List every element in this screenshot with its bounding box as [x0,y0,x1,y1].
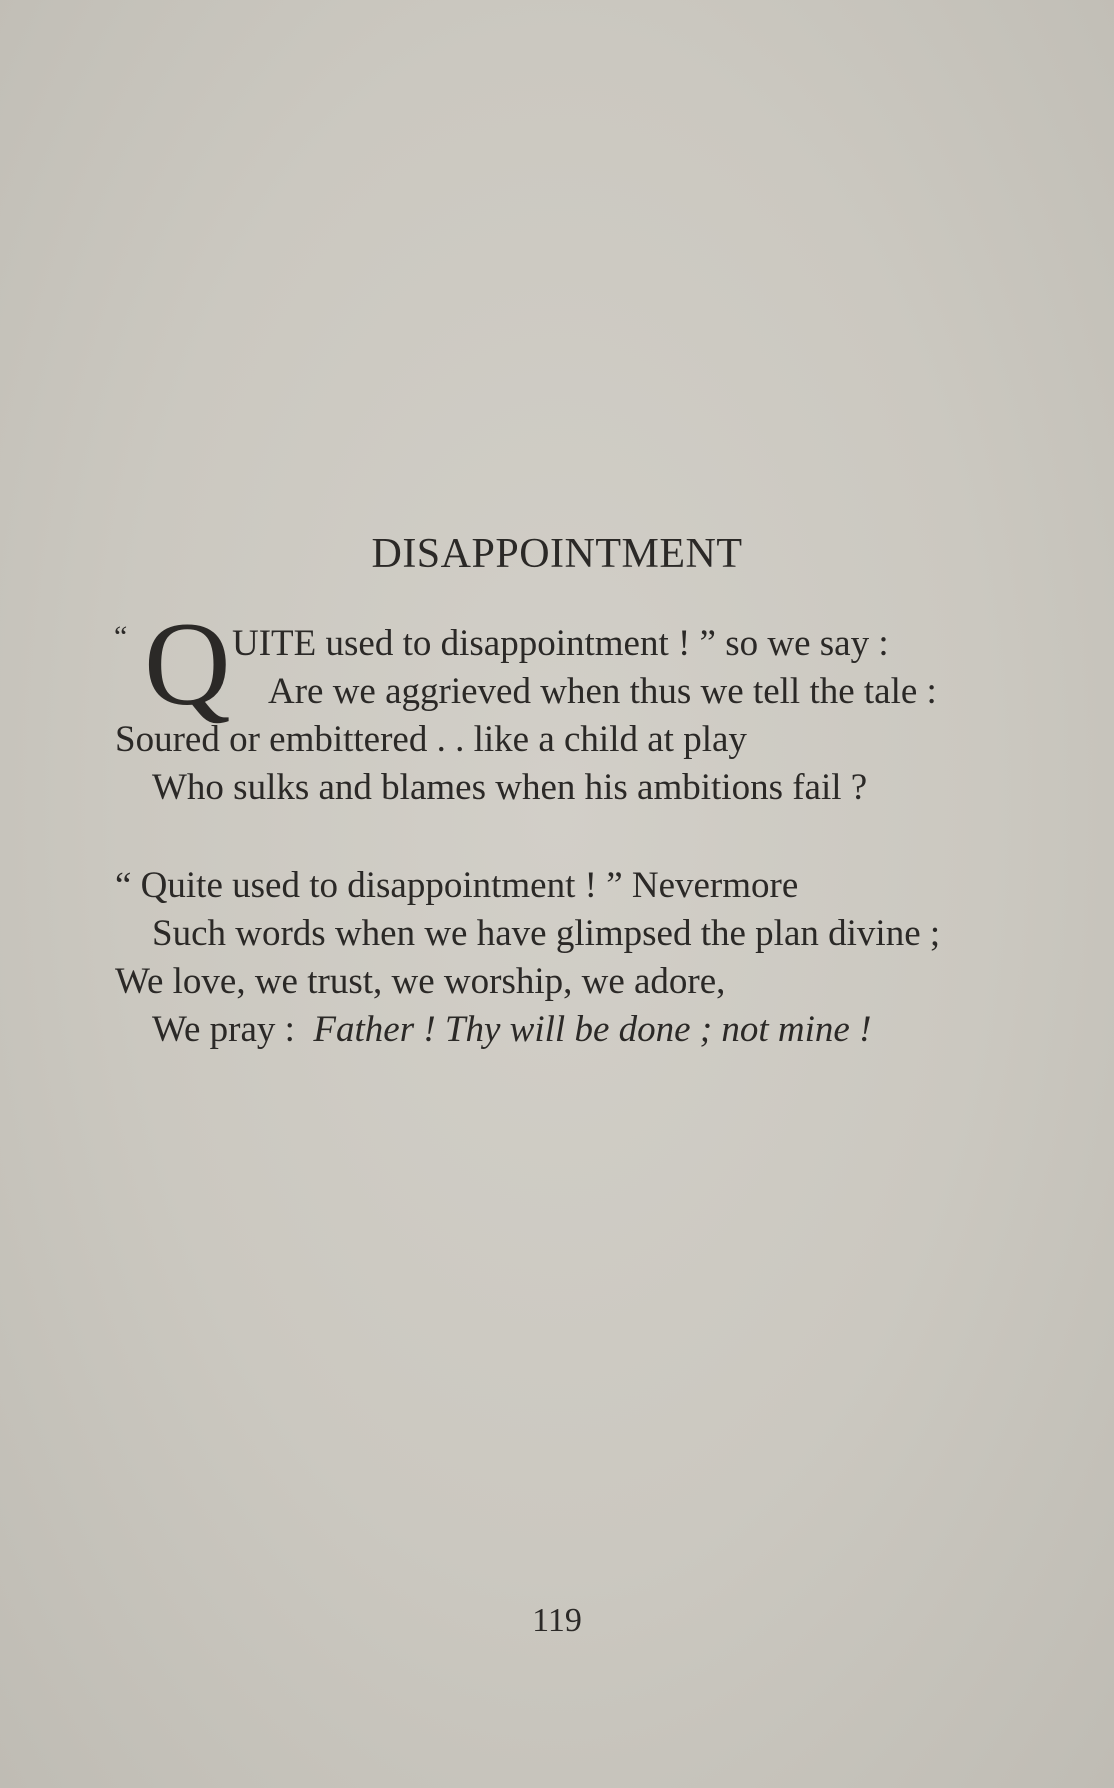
drop-cap-letter: Q [144,597,231,730]
stanza1-line3: Soured or embittered . . like a child at play [115,719,747,760]
stanza2-line1: “ Quite used to disappointment ! ” Nevermore [115,865,799,906]
opening-quote-mark: “ [114,620,128,653]
stanza1-line2: Are we aggrieved when thus we tell the tale : [268,671,937,712]
stanza2-line4-plain: We pray : [152,1009,295,1050]
stanza2-line2: Such words when we have glimpsed the plan divine ; [152,913,941,954]
stanza1-line4: Who sulks and blames when his ambitions fail ? [152,767,868,808]
stanza2-line4-italic: Father ! Thy will be done ; not mine ! [313,1009,872,1050]
poem-title: DISAPPOINTMENT [371,531,743,577]
stanza2-line4 [152,1008,871,1051]
page-number: 119 [532,1602,582,1639]
stanza2-line3: We love, we trust, we worship, we adore, [115,961,726,1002]
stanza1-line1: UITE used to disappointment ! ” so we say : [232,623,889,664]
